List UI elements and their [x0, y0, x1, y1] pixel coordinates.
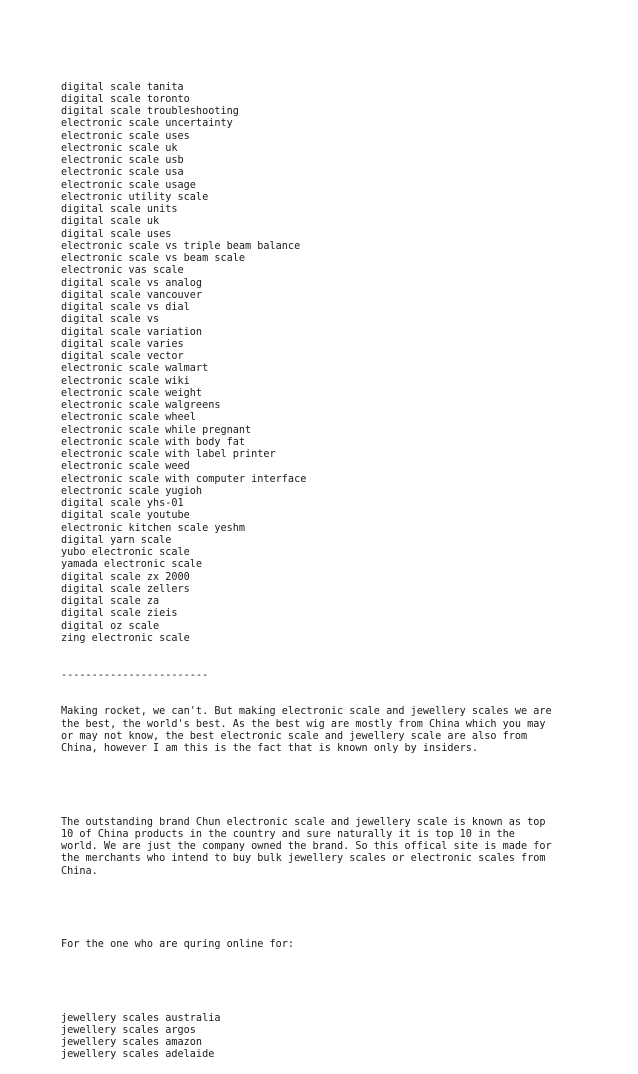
keyword-line: electronic scale while pregnant: [61, 424, 252, 436]
keyword-line: electronic scale uncertainty: [61, 118, 233, 130]
document-page: [61, 57, 601, 1074]
keyword-line: electronic scale weight: [61, 387, 203, 399]
keyword-line: digital scale vancouver: [61, 289, 203, 301]
keyword-line: digital scale zellers: [61, 583, 190, 595]
paragraph-line: or may not know, the best electronic scale and jewellery scale are also from: [61, 730, 528, 742]
brand-paragraph: [61, 817, 601, 878]
keyword-line: electronic scale vs triple beam balance: [61, 240, 301, 252]
keyword-line: digital scale yhs-01: [61, 498, 184, 509]
keyword-line: electronic scale vs beam scale: [61, 253, 246, 264]
paragraph-line: 10 of China products in the country and sure naturally it is top 10 in the: [61, 828, 515, 840]
blank-line: [61, 976, 601, 988]
keyword-line: electronic vas scale: [61, 265, 184, 277]
keyword-line: digital scale za: [61, 596, 160, 607]
keyword-line: digital scale vs dial: [61, 302, 190, 313]
keyword-line: digital scale toronto: [61, 93, 190, 105]
keyword-line: jewellery scales amazon: [61, 1037, 203, 1048]
keyword-line: electronic kitchen scale yeshm: [61, 522, 246, 534]
keyword-line: electronic scale wiki: [61, 375, 190, 387]
separator-line: ------------------------: [61, 669, 209, 681]
keyword-line: electronic scale walgreens: [61, 400, 221, 411]
keyword-line: digital scale vs analog: [61, 277, 203, 289]
blank-line: [61, 902, 601, 914]
keyword-line: jewellery scales australia: [61, 1012, 221, 1024]
keyword-list: [61, 82, 601, 646]
keyword-line: electronic scale usage: [61, 179, 196, 191]
paragraph-line: the merchants who intend to buy bulk jewellery scales or electronic scales from: [61, 853, 546, 865]
paragraph-line: The outstanding brand Chun electronic scale and jewellery scale is known as top: [61, 816, 546, 828]
keyword-line: electronic scale walmart: [61, 363, 209, 375]
keyword-line: electronic scale with body fat: [61, 436, 246, 448]
keyword-line: electronic scale uses: [61, 130, 190, 142]
keyword-line: digital scale varies: [61, 338, 184, 350]
keyword-line: digital scale units: [61, 204, 178, 215]
keyword-line: electronic scale usb: [61, 155, 184, 166]
keyword-line: digital scale tanita: [61, 81, 184, 93]
keyword-line: electronic scale usa: [61, 167, 184, 179]
keyword-line: electronic scale with computer interface: [61, 473, 307, 485]
keyword-line: electronic scale with label printer: [61, 449, 276, 460]
keyword-line: electronic scale weed: [61, 461, 190, 473]
keyword-line: electronic scale wheel: [61, 412, 196, 424]
keyword-line: digital scale uses: [61, 228, 172, 240]
paragraph-line: China.: [61, 865, 98, 877]
blank-line: [61, 780, 601, 792]
paragraph-line: Making rocket, we can't. But making electronic scale and jewellery scales we are: [61, 706, 552, 718]
keyword-line: jewellery scales argos: [61, 1024, 196, 1036]
keyword-line: yubo electronic scale: [61, 547, 190, 558]
keyword-line: digital scale zieis: [61, 608, 178, 620]
paragraph-line: China, however I am this is the fact that is known only by insiders.: [61, 743, 479, 754]
keyword-line: digital scale uk: [61, 216, 160, 228]
keyword-line: digital scale troubleshooting: [61, 106, 239, 117]
keyword-line: electronic utility scale: [61, 191, 209, 203]
paragraph-line: world. We are just the company owned the brand. So this offical site is made for: [61, 841, 552, 852]
keyword-line: jewellery scales adelaide: [61, 1049, 215, 1061]
keyword-line: digital scale youtube: [61, 510, 190, 522]
keyword-line: yamada electronic scale: [61, 559, 203, 571]
keyword-line: digital scale vs: [61, 314, 160, 326]
keyword-line: digital scale zx 2000: [61, 571, 190, 583]
keyword-line: electronic scale yugioh: [61, 485, 203, 497]
keyword-line: digital oz scale: [61, 620, 160, 632]
keyword-line: digital scale variation: [61, 326, 203, 338]
intro-paragraph: [61, 706, 601, 755]
paragraph-line: the best, the world's best. As the best wig are mostly from China which you may: [61, 718, 546, 730]
keyword-line: digital yarn scale: [61, 534, 172, 546]
keyword-line: zing electronic scale: [61, 632, 190, 644]
keyword-line: digital scale vector: [61, 351, 184, 362]
jewellery-keyword-list: [61, 1013, 601, 1062]
query-intro-line: For the one who are quring online for:: [61, 939, 295, 950]
keyword-line: electronic scale uk: [61, 142, 178, 154]
